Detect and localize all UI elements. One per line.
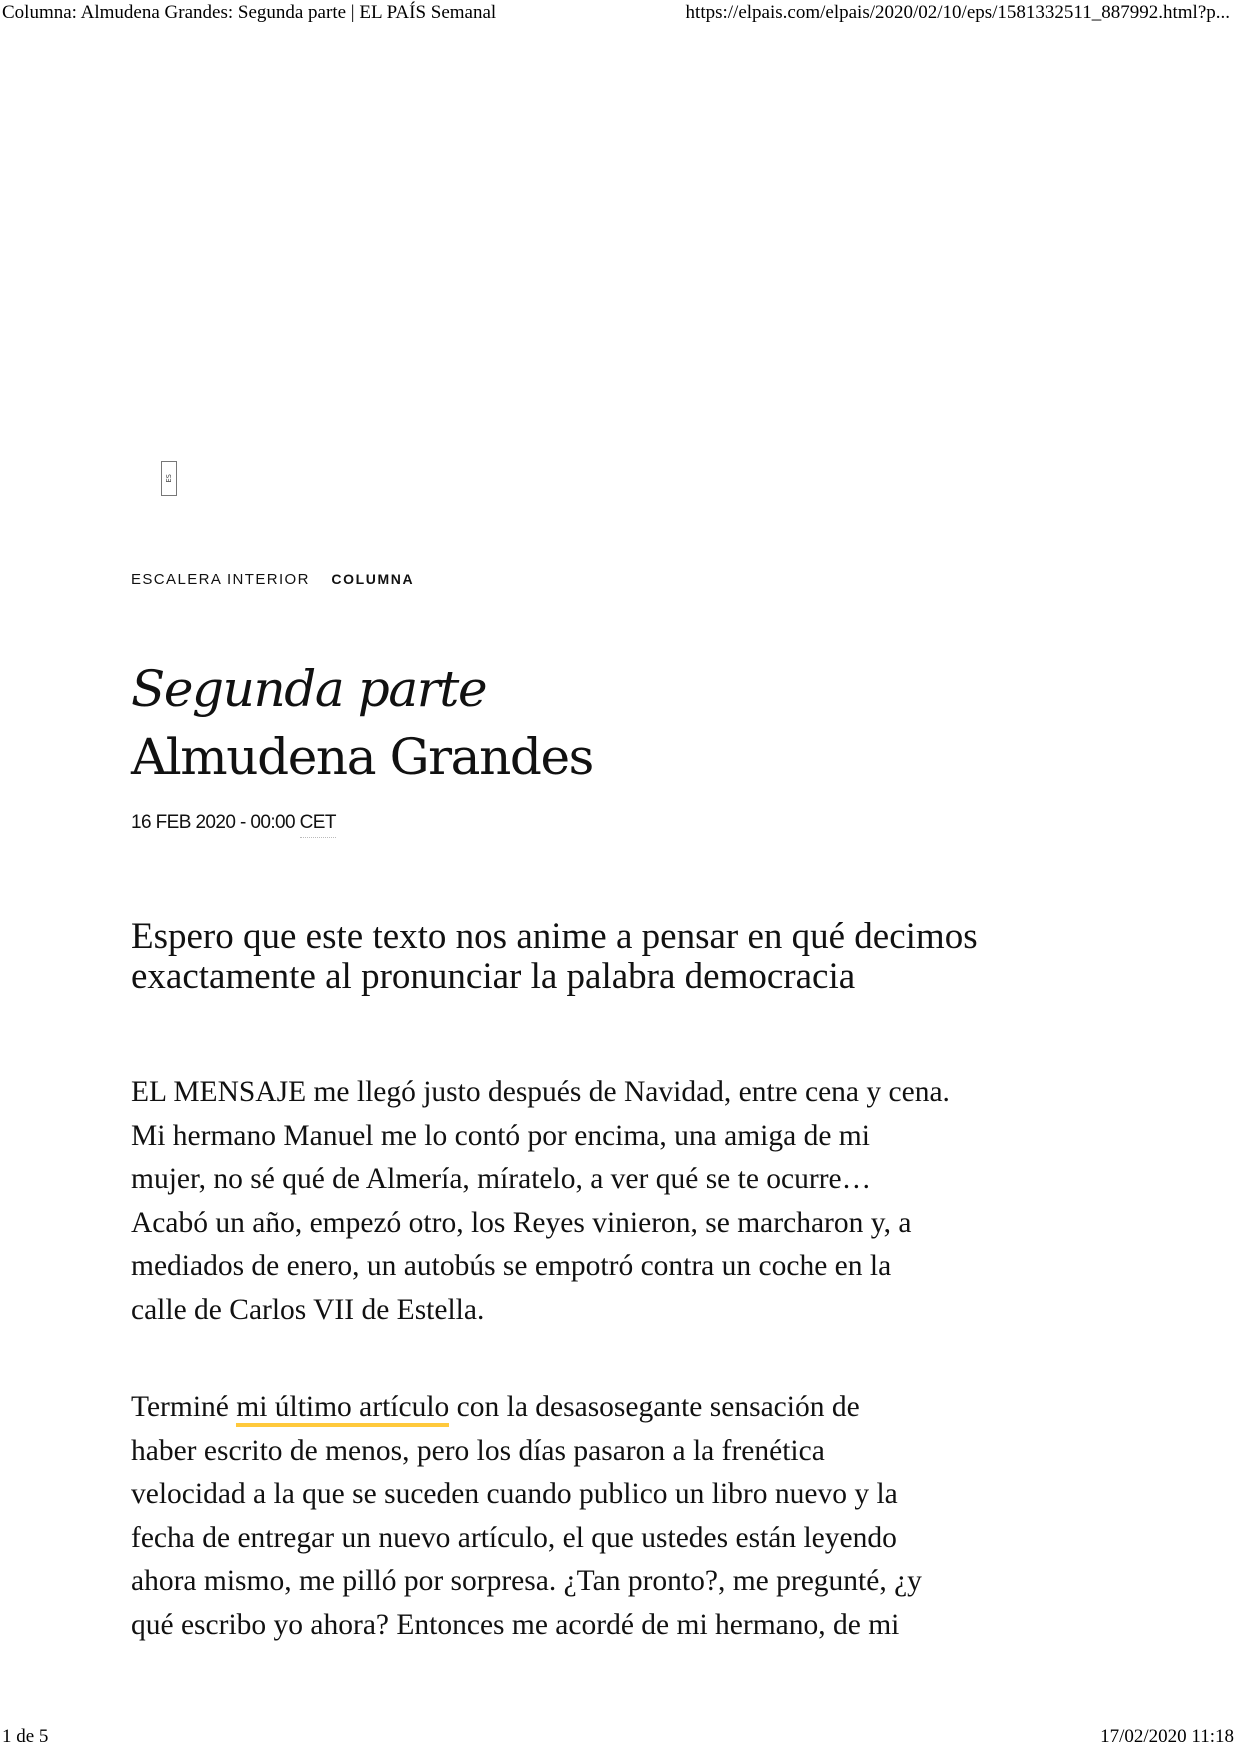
paragraph-line: fecha de entregar un nuevo artículo, el que ustedes están leyendo [131,1521,897,1554]
paragraph-line: velocidad a la que se suceden cuando publico un libro nuevo y la [131,1478,898,1510]
print-page-title: Columna: Almudena Grandes: Segunda parte | EL PAÍS Semanal [2,2,497,23]
article-type-label: COLUMNA [331,571,415,587]
print-header [0,2,1240,24]
publish-date: 16 FEB 2020 - 00:00 [131,812,295,833]
paragraph-line: Acabó un año, empezó otro, los Reyes vinieron, se marcharon y, a [131,1206,912,1239]
article-paragraph-2 [131,1386,1121,1647]
article-author[interactable]: Almudena Grandes [131,728,593,786]
section-link[interactable]: ESCALERA INTERIOR [131,571,310,588]
print-timestamp: 17/02/2020 11:18 [1100,1726,1234,1747]
previous-article-link[interactable]: mi último artículo [236,1391,449,1427]
text-before-link: Terminé [131,1391,237,1423]
article-standfirst: Espero que este texto nos anime a pensar en qué decimos exactamente al pronunciar la palabra democracia [131,916,978,997]
paragraph-line: haber escrito de menos, pero los días pasaron a la frenética [131,1434,825,1467]
paragraph-line: Mi hermano Manuel me lo contó por encima, una amiga de mi [131,1119,870,1152]
paragraph-line: ahora mismo, me pilló por sorpresa. ¿Tan pronto?, me pregunté, ¿y [131,1565,922,1597]
paragraph-line: mediados de enero, un autobús se empotró contra un coche en la [131,1250,892,1282]
article-title: Segunda parte [131,660,487,718]
el-pais-semanal-logo-icon[interactable] [161,461,177,496]
paragraph-line: EL MENSAJE me llegó justo después de Navidad, entre cena y cena. [131,1076,950,1108]
text-after-link: con la desasosegante sensación de [449,1391,860,1423]
paragraph-line: qué escribo yo ahora? Entonces me acordé de mi hermano, de mi [131,1608,900,1641]
article-dateline [131,812,336,834]
timezone-label[interactable]: CET [300,812,336,838]
article-paragraph-1 [131,1071,1121,1332]
paragraph-line: calle de Carlos VII de Estella. [131,1293,485,1326]
paragraph-line: mujer, no sé qué de Almería, míratelo, a ver qué se te ocurre… [131,1163,872,1195]
article-kicker [131,571,414,588]
print-page-url: https://elpais.com/elpais/2020/02/10/eps/1581332511_887992.html?p... [685,2,1230,23]
print-footer [0,1726,1240,1748]
logo-text: ES [165,474,173,483]
page-counter: 1 de 5 [2,1726,49,1747]
paragraph-line [131,1386,1121,1430]
